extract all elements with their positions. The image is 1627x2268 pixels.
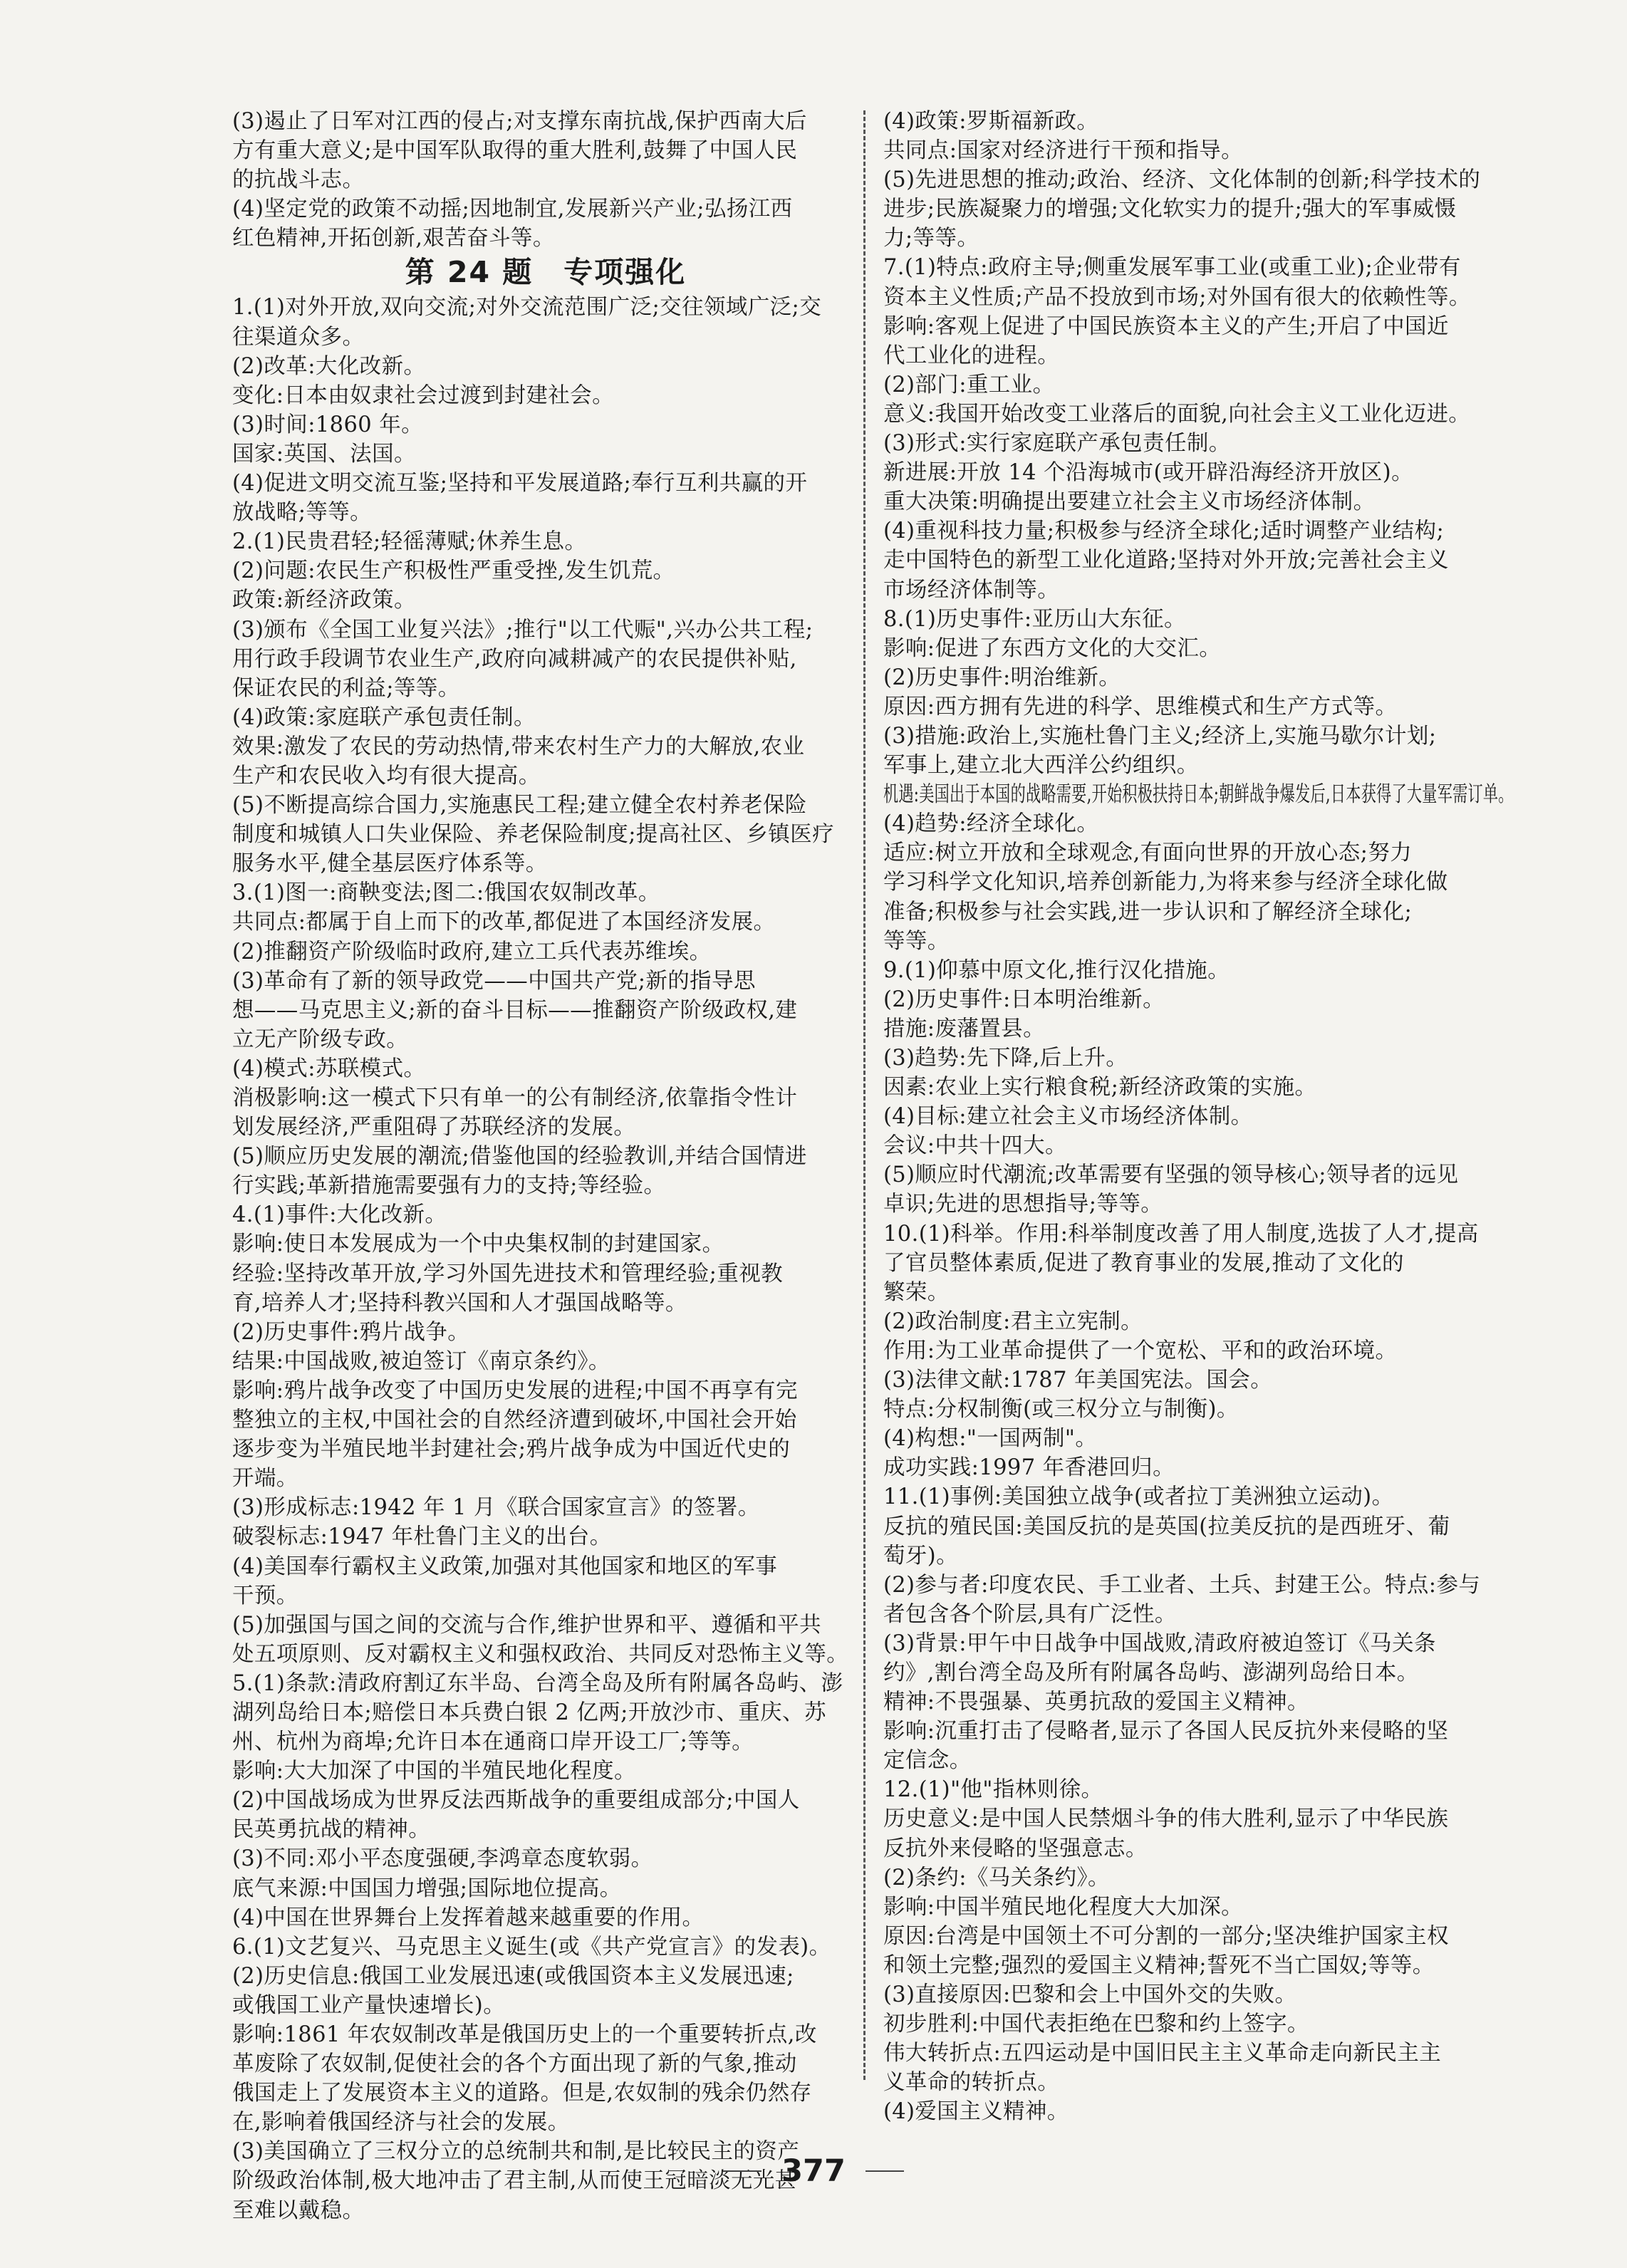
answer-line: 代工业化的进程。 <box>883 343 1060 368</box>
answer-line: 效果:激发了农民的劳动热情,带来农村生产力的大解放,农业 <box>232 734 805 759</box>
answer-line: (2)参与者:印度农民、手工业者、土兵、封建王公。特点:参与 <box>883 1572 1481 1598</box>
answer-line: 影响:鸦片战争改变了中国历史发展的进程;中国不再享有完 <box>232 1378 798 1403</box>
answer-line: 新进展:开放 14 个沿海城市(或开辟沿海经济开放区)。 <box>883 460 1413 486</box>
answer-line: 干预。 <box>232 1583 298 1608</box>
answer-line: 军事上,建立北大西洋公约组织。 <box>883 753 1199 779</box>
answer-line: 措施:废藩置县。 <box>883 1016 1045 1041</box>
column-divider <box>863 110 866 2080</box>
answer-line: 或俄国工业产量快速增长)。 <box>232 1992 506 2018</box>
answer-line: 想——马克思主义;新的奋斗目标——推翻资产阶级政权,建 <box>232 997 798 1023</box>
answer-line: (5)先进思想的推动;政治、经济、文化体制的创新;科学技术的 <box>883 167 1481 193</box>
answer-line: 准备;积极参与社会实践,进一步认识和了解经济全球化; <box>883 899 1413 925</box>
answer-line: (4)爱国主义精神。 <box>883 2099 1069 2125</box>
answer-line: (4)构想:"一国两制"。 <box>883 1426 1098 1452</box>
answer-line: (5)不断提高综合国力,实施惠民工程;建立健全农村养老保险 <box>232 793 807 818</box>
answer-line: 生产和农民收入均有很大提高。 <box>232 763 541 789</box>
answer-line: 作用:为工业革命提供了一个宽松、平和的政治环境。 <box>883 1338 1398 1363</box>
page-number: 377 <box>781 2153 846 2189</box>
answer-line: (5)加强国与国之间的交流与合作,维护世界和平、遵循和平共 <box>232 1612 821 1638</box>
answer-line: (3)趋势:先下降,后上升。 <box>883 1046 1128 1071</box>
answer-line: 行实践;革新措施需要强有力的支持;等经验。 <box>232 1173 666 1199</box>
answer-line: (2)条约:《马关条约》。 <box>883 1865 1110 1890</box>
answer-line: 机遇:美国出于本国的战略需要,开始积极扶持日本;朝鲜战争爆发后,日本获得了大量军需订单。 <box>883 782 1514 808</box>
answer-line: 保证农民的利益;等等。 <box>232 675 460 701</box>
answer-line: 学习科学文化知识,培养创新能力,为将来参与经济全球化做 <box>883 870 1448 895</box>
answer-line: (3)形式:实行家庭联产承包责任制。 <box>883 431 1231 457</box>
answer-line: 历史意义:是中国人民禁烟斗争的伟大胜利,显示了中华民族 <box>883 1806 1449 1832</box>
footer-dash-left <box>723 2170 761 2172</box>
answer-line: 政策:新经济政策。 <box>232 588 416 613</box>
answer-line: (4)目标:建立社会主义市场经济体制。 <box>883 1104 1253 1130</box>
answer-line: 湖列岛给日本;赔偿日本兵费白银 2 亿两;开放沙市、重庆、苏 <box>232 1700 826 1725</box>
answer-line: (2)问题:农民生产积极性严重受挫,发生饥荒。 <box>232 558 675 584</box>
answer-line: 力;等等。 <box>883 226 979 251</box>
answer-line: 结果:中国战败,被迫签订《南京条约》。 <box>232 1348 610 1374</box>
answer-line: 划发展经济,严重阻碍了苏联经济的发展。 <box>232 1115 636 1140</box>
answer-line: 影响:沉重打击了侵略者,显示了各国人民反抗外来侵略的坚 <box>883 1719 1449 1744</box>
answer-line: 走中国特色的新型工业化道路;坚持对外开放;完善社会主义 <box>883 548 1449 573</box>
page-footer <box>0 2153 1627 2189</box>
answer-line: 至难以戴稳。 <box>232 2197 365 2223</box>
footer-dash-right <box>866 2170 904 2172</box>
answer-line: 底气来源:中国国力增强;国际地位提高。 <box>232 1876 622 1901</box>
answer-line: 影响:大大加深了中国的半殖民地化程度。 <box>232 1759 636 1784</box>
answer-line: 影响:促进了东西方文化的大交汇。 <box>883 635 1222 661</box>
answer-line: 革废除了农奴制,促使社会的各个方面出现了新的气象,推动 <box>232 2051 797 2077</box>
answer-line: (4)重视科技力量;积极参与经济全球化;适时调整产业结构; <box>883 519 1445 544</box>
answer-line: (5)顺应历史发展的潮流;借鉴他国的经验教训,并结合国情进 <box>232 1144 807 1170</box>
answer-line: 民英勇抗战的精神。 <box>232 1817 431 1843</box>
answer-line: (3)直接原因:巴黎和会上中国外交的失败。 <box>883 1982 1297 2007</box>
answer-line: (3)形成标志:1942 年 1 月《联合国家宣言》的签署。 <box>232 1495 760 1521</box>
answer-line: 会议:中共十四大。 <box>883 1133 1067 1159</box>
answer-line: (3)革命有了新的领导政党——中国共产党;新的指导思 <box>232 968 756 994</box>
answer-line: (4)中国在世界舞台上发挥着越来越重要的作用。 <box>232 1905 705 1930</box>
answer-line: 制度和城镇人口失业保险、养老保险制度;提高社区、乡镇医疗 <box>232 822 834 848</box>
answer-line: 往渠道众多。 <box>232 324 365 350</box>
answer-line: 在,影响着俄国经济与社会的发展。 <box>232 2110 570 2136</box>
section-heading: 第 24 题 专项强化 <box>405 255 687 290</box>
answer-line: 8.(1)历史事件:亚历山大东征。 <box>883 606 1186 632</box>
answer-line: 处五项原则、反对霸权主义和强权政治、共同反对恐怖主义等。 <box>232 1641 849 1667</box>
answer-line: 反抗外来侵略的坚强意志。 <box>883 1836 1148 1861</box>
answer-line: (2)政治制度:君主立宪制。 <box>883 1309 1143 1334</box>
answer-line: (2)部门:重工业。 <box>883 372 1055 397</box>
answer-line: 义革命的转折点。 <box>883 2070 1060 2096</box>
answer-line: 意义:我国开始改变工业落后的面貌,向社会主义工业化迈进。 <box>883 401 1471 427</box>
answer-line: (4)模式:苏联模式。 <box>232 1056 426 1081</box>
answer-line: (3)措施:政治上,实施杜鲁门主义;经济上,实施马歇尔计划; <box>883 723 1437 749</box>
answer-line: (4)促进文明交流互鉴;坚持和平发展道路;奉行互利共赢的开 <box>232 471 808 496</box>
answer-line: 资本主义性质;产品不投放到市场;对外国有很大的依赖性等。 <box>883 284 1471 310</box>
answer-line: 11.(1)事例:美国独立战争(或者拉丁美洲独立运动)。 <box>883 1484 1394 1510</box>
answer-line: 精神:不畏强暴、英勇抗敌的爱国主义精神。 <box>883 1690 1309 1715</box>
answer-line: (3)时间:1860 年。 <box>232 412 423 437</box>
answer-line: 服务水平,健全基层医疗体系等。 <box>232 851 548 877</box>
answer-line: 12.(1)"他"指林则徐。 <box>883 1777 1103 1803</box>
answer-line: 国家:英国、法国。 <box>232 441 416 467</box>
answer-line: 放战略;等等。 <box>232 500 373 526</box>
answer-line: (2)历史事件:明治维新。 <box>883 665 1121 690</box>
answer-line: 用行政手段调节农业生产,政府向减耕减产的农民提供补贴, <box>232 646 797 672</box>
answer-line: 影响:客观上促进了中国民族资本主义的产生;开启了中国近 <box>883 313 1449 339</box>
answer-line: 萄牙)。 <box>883 1543 958 1569</box>
answer-line: 6.(1)文艺复兴、马克思主义诞生(或《共产党宣言》的发表)。 <box>232 1934 831 1960</box>
answer-line: (3)遏止了日军对江西的侵占;对支撑东南抗战,保护西南大后 <box>232 109 807 134</box>
answer-line: (3)美国确立了三权分立的总统制共和制,是比较民主的资产 <box>232 2139 800 2165</box>
answer-line: (4)坚定党的政策不动摇;因地制宜,发展新兴产业;弘扬江西 <box>232 197 793 222</box>
answer-line: 阶级政治体制,极大地冲击了君主制,从而使王冠暗淡无光甚 <box>232 2168 797 2194</box>
answer-line: 繁荣。 <box>883 1279 950 1305</box>
answer-line: 市场经济体制等。 <box>883 577 1060 603</box>
answer-line: 进步;民族凝聚力的增强;文化软实力的提升;强大的军事威慑 <box>883 197 1457 222</box>
answer-line: 初步胜利:中国代表拒绝在巴黎和约上签字。 <box>883 2012 1309 2037</box>
answer-line: 反抗的殖民国:美国反抗的是英国(拉美反抗的是西班牙、葡 <box>883 1514 1450 1539</box>
answer-line: 了官员整体素质,促进了教育事业的发展,推动了文化的 <box>883 1250 1404 1276</box>
answer-line: (2)中国战场成为世界反法西斯战争的重要组成部分;中国人 <box>232 1788 800 1814</box>
answer-line: 红色精神,开拓创新,艰苦奋斗等。 <box>232 226 555 251</box>
answer-line: 破裂标志:1947 年杜鲁门主义的出台。 <box>232 1524 612 1550</box>
answer-line: 5.(1)条款:清政府割辽东半岛、台湾全岛及所有附属各岛屿、澎 <box>232 1670 843 1696</box>
answer-line: 3.(1)图一:商鞅变法;图二:俄国农奴制改革。 <box>232 880 660 906</box>
answer-line: 立无产阶级专政。 <box>232 1026 409 1052</box>
answer-line: 消极影响:这一模式下只有单一的公有制经济,依靠指令性计 <box>232 1086 798 1110</box>
answer-line: (4)美国奉行霸权主义政策,加强对其他国家和地区的军事 <box>232 1554 778 1579</box>
answer-line: 9.(1)仰慕中原文化,推行汉化措施。 <box>883 957 1230 983</box>
answer-line: 逐步变为半殖民地半封建社会;鸦片战争成为中国近代史的 <box>232 1437 791 1462</box>
answer-line: 共同点:国家对经济进行干预和指导。 <box>883 138 1244 164</box>
answer-line: 的抗战斗志。 <box>232 167 365 193</box>
answer-line: 开端。 <box>232 1466 298 1492</box>
answer-line: 卓识;先进的思想指导;等等。 <box>883 1192 1163 1217</box>
answer-line: 方有重大意义;是中国军队取得的重大胜利,鼓舞了中国人民 <box>232 138 798 164</box>
answer-line: 原因:西方拥有先进的科学、思维模式和生产方式等。 <box>883 694 1398 719</box>
answer-line: (2)改革:大化改新。 <box>232 353 426 379</box>
answer-line: 适应:树立开放和全球观念,有面向世界的开放心态;努力 <box>883 841 1413 866</box>
answer-line: 育,培养人才;坚持科教兴国和人才强国战略等。 <box>232 1290 687 1316</box>
answer-line: 原因:台湾是中国领土不可分割的一部分;坚决维护国家主权 <box>883 1923 1449 1949</box>
answer-line: (2)历史信息:俄国工业发展迅速(或俄国资本主义发展迅速; <box>232 1963 794 1989</box>
left-column <box>232 107 859 2225</box>
answer-line: 整独立的主权,中国社会的自然经济遭到破坏,中国社会开始 <box>232 1408 797 1433</box>
answer-line: 等等。 <box>883 928 950 954</box>
answer-line: (4)趋势:经济全球化。 <box>883 811 1099 837</box>
answer-line: (2)历史事件:日本明治维新。 <box>883 987 1165 1012</box>
answer-line: 和领土完整;强烈的爱国主义精神;誓死不当亡国奴;等等。 <box>883 1952 1435 1978</box>
answer-line: 影响:1861 年农奴制改革是俄国历史上的一个重要转折点,改 <box>232 2022 817 2047</box>
answer-line: 1.(1)对外开放,双向交流;对外交流范围广泛;交往领域广泛;交 <box>232 295 822 321</box>
answer-line: (2)推翻资产阶级临时政府,建立工兵代表苏维埃。 <box>232 939 712 964</box>
answer-line: 7.(1)特点:政府主导;侧重发展军事工业(或重工业);企业带有 <box>883 255 1461 281</box>
answer-line: 者包含各个阶层,具有广泛性。 <box>883 1601 1177 1627</box>
answer-line: 变化:日本由奴隶社会过渡到封建社会。 <box>232 383 614 408</box>
answer-line: 共同点:都属于自上而下的改革,都促进了本国经济发展。 <box>232 910 776 935</box>
answer-line: 特点:分权制衡(或三权分立与制衡)。 <box>883 1397 1239 1422</box>
answer-line: 州、杭州为商埠;允许日本在通商口岸开设工厂;等等。 <box>232 1729 754 1755</box>
answer-line: 伟大转折点:五四运动是中国旧民主主义革命走向新民主主 <box>883 2041 1442 2066</box>
answer-line: 2.(1)民贵君轻;轻徭薄赋;休养生息。 <box>232 529 587 555</box>
answer-line: (5)顺应时代潮流;改革需要有坚强的领导核心;领导者的远见 <box>883 1162 1459 1188</box>
answer-line: 因素:农业上实行粮食税;新经济政策的实施。 <box>883 1075 1317 1101</box>
answer-line: (3)颁布《全国工业复兴法》;推行"以工代赈",兴办公共工程; <box>232 617 813 643</box>
answer-line: 10.(1)科举。作用:科举制度改善了用人制度,选拔了人才,提高 <box>883 1221 1479 1247</box>
answer-line: 重大决策:明确提出要建立社会主义市场经济体制。 <box>883 489 1376 515</box>
answer-line: (3)背景:甲午中日战争中国战败,清政府被迫签订《马关条 <box>883 1630 1436 1656</box>
answer-line: 4.(1)事件:大化改新。 <box>232 1202 447 1228</box>
answer-line: (4)政策:罗斯福新政。 <box>883 109 1099 134</box>
answer-line: 影响:使日本发展成为一个中央集权制的封建国家。 <box>232 1232 724 1257</box>
answer-line: 约》,割台湾全岛及所有附属各岛屿、澎湖列岛给日本。 <box>883 1660 1419 1685</box>
answer-line: 影响:中国半殖民地化程度大大加深。 <box>883 1894 1244 1920</box>
answer-line: (3)法律文献:1787 年美国宪法。国会。 <box>883 1368 1273 1393</box>
answer-line: (3)不同:邓小平态度强硬,李鸿章态度软弱。 <box>232 1846 653 1872</box>
left-pre-heading-lines <box>232 107 859 253</box>
right-column <box>883 107 1514 2126</box>
answer-line: 经验:坚持改革开放,学习外国先进技术和管理经验;重视教 <box>232 1261 784 1286</box>
left-answer-lines <box>232 293 859 2225</box>
answer-line: (4)政策:家庭联产承包责任制。 <box>232 704 536 730</box>
answer-line: 成功实践:1997 年香港回归。 <box>883 1455 1175 1481</box>
answer-line: 俄国走上了发展资本主义的道路。但是,农奴制的残余仍然存 <box>232 2081 812 2106</box>
answer-line: 定信念。 <box>883 1748 972 1774</box>
answer-line: (2)历史事件:鸦片战争。 <box>232 1319 470 1345</box>
